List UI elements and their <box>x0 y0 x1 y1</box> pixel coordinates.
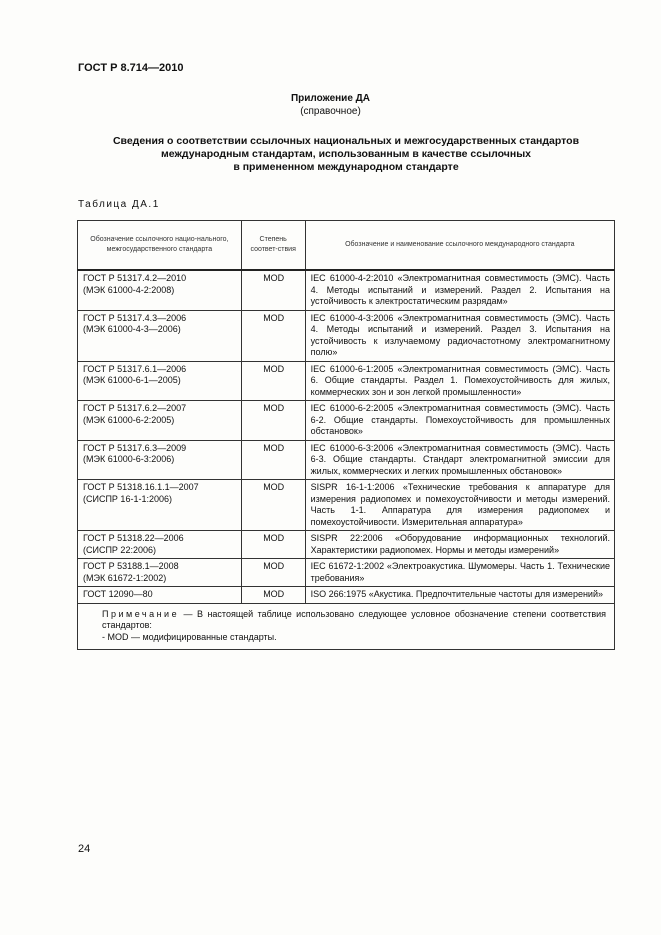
heading-line-2: международным стандартам, использованным в качестве ссылочных <box>160 148 531 160</box>
table-row <box>78 361 615 401</box>
heading-line-3: в примененном международном стандарте <box>233 161 459 173</box>
table-row <box>78 401 615 441</box>
degree-cell: MOD <box>241 559 305 587</box>
appendix-subtitle: (справочное) <box>300 106 361 117</box>
national-standard-cell <box>78 310 242 361</box>
international-standard-cell: SISPR 22:2006 «Оборудование информационных технологий. Характеристики радиопомех. Нормы и методы измерений» <box>305 531 614 559</box>
page-number: 24 <box>78 843 91 855</box>
national-standard-cell <box>78 361 242 401</box>
standard-code: ГОСТ 12090—80 <box>83 589 153 599</box>
note-prefix: Примечание <box>102 608 180 619</box>
section-heading <box>80 135 612 174</box>
international-standard-cell: IEC 61000-6-3:2006 «Электромагнитная совместимость (ЭМС). Часть 6-3. Общие стандарты. Стандарт электромагнитной эмиссии для жилых, коммерческих и легких промышленных обстановок» <box>305 440 614 480</box>
degree-cell: MOD <box>241 401 305 441</box>
national-standard-cell <box>78 401 242 441</box>
international-standard-cell: IEC 61000-6-2:2005 «Электромагнитная совместимость (ЭМС). Часть 6-2. Общие стандарты. Помехоустойчивость для промышленных обстановок» <box>305 401 614 441</box>
standard-code: ГОСТ Р 51317.4.3—2006 <box>83 312 187 323</box>
correspondence-table <box>77 220 615 650</box>
table-row <box>78 310 615 361</box>
degree-cell: MOD <box>241 361 305 401</box>
degree-cell: MOD <box>241 531 305 559</box>
standard-code: ГОСТ Р 53188.1—2008 <box>83 561 179 571</box>
table-row <box>78 440 615 480</box>
national-standard-cell <box>78 587 242 604</box>
international-standard-cell: IEC 61000-6-1:2005 «Электромагнитная совместимость (ЭМС). Часть 6. Общие стандарты. Раздел 1. Помехоустойчивость для жилых, коммерческих зон и зон легкой промышленности» <box>305 361 614 401</box>
standard-equivalent: (МЭК 61672-1:2002) <box>83 572 167 583</box>
standard-code: ГОСТ Р 51317.6.3—2009 <box>83 442 187 453</box>
international-standard-cell: IEC 61000-4-3:2006 «Электромагнитная совместимость (ЭМС). Часть 4. Методы испытаний и измерений. Раздел 3. Испытания на устойчивость к излучаемому радиочастотному электромагнитному полю» <box>305 310 614 361</box>
standard-equivalent: (МЭК 61000-4-3—2006) <box>83 324 181 334</box>
international-standard-cell: ISO 266:1975 «Акустика. Предпочтительные частоты для измерений» <box>305 587 614 604</box>
table-note <box>78 603 615 650</box>
appendix-block <box>0 92 661 118</box>
degree-cell: MOD <box>241 310 305 361</box>
standard-code: ГОСТ Р 51318.16.1.1—2007 <box>83 482 199 492</box>
header-national-standard: Обозначение ссылочного нацио-нального, межгосударственного стандарта <box>78 221 242 271</box>
table-header-row <box>78 221 615 271</box>
standard-equivalent: (МЭК 61000-6-1—2005) <box>83 375 181 385</box>
national-standard-cell <box>78 440 242 480</box>
standard-equivalent: (СИСПР 16-1-1:2006) <box>83 493 172 504</box>
table-row <box>78 559 615 587</box>
table-row <box>78 587 615 604</box>
appendix-title: Приложение ДА <box>290 93 371 104</box>
standard-equivalent: (МЭК 61000-4-2:2008) <box>83 284 175 295</box>
national-standard-cell <box>78 270 242 310</box>
header-international-standard: Обозначение и наименование ссылочного международного стандарта <box>305 221 614 271</box>
international-standard-cell: SISPR 16-1-1:2006 «Технические требования к аппаратуре для измерения радиопомех и помехоустойчивости и методы измерений. Часть 1-1. Аппаратура для измерения радиопомех и помехоустойчивости. Измерительная аппаратура» <box>305 480 614 531</box>
degree-cell: MOD <box>241 270 305 310</box>
table-row <box>78 270 615 310</box>
standard-code: ГОСТ Р 51317.6.2—2007 <box>83 403 187 413</box>
heading-line-1: Сведения о соответствии ссылочных национальных и межгосударственных стандартов <box>112 135 580 147</box>
table-note-row <box>78 603 615 650</box>
international-standard-cell: IEC 61672-1:2002 «Электроакустика. Шумомеры. Часть 1. Технические требования» <box>305 559 614 587</box>
national-standard-cell <box>78 559 242 587</box>
document-code: ГОСТ Р 8.714—2010 <box>78 62 184 74</box>
standard-code: ГОСТ Р 51318.22—2006 <box>83 533 184 543</box>
standard-equivalent: (СИСПР 22:2006) <box>83 544 156 555</box>
standard-code: ГОСТ Р 51317.4.2—2010 <box>83 273 187 283</box>
degree-cell: MOD <box>241 440 305 480</box>
standard-code: ГОСТ Р 51317.6.1—2006 <box>83 363 187 374</box>
note-item: - MOD — модифицированные стандарты. <box>102 631 277 642</box>
note-text: — В настоящей таблице использовано следующее условное обозначение степени соответствия стандартов: <box>102 608 606 630</box>
table-row <box>78 531 615 559</box>
standard-equivalent: (МЭК 61000-6-3:2006) <box>83 454 175 464</box>
table-label: Таблица ДА.1 <box>78 199 160 210</box>
standard-equivalent: (МЭК 61000-6-2:2005) <box>83 414 175 425</box>
header-degree: Степень соответ-ствия <box>241 221 305 271</box>
national-standard-cell <box>78 480 242 531</box>
national-standard-cell <box>78 531 242 559</box>
degree-cell: MOD <box>241 480 305 531</box>
international-standard-cell: IEC 61000-4-2:2010 «Электромагнитная совместимость (ЭМС). Часть 4. Методы испытаний и измерений. Раздел 2. Испытания на устойчивость к электростатическим разрядам» <box>305 270 614 310</box>
degree-cell: MOD <box>241 587 305 604</box>
table-body <box>78 270 615 603</box>
table-row <box>78 480 615 531</box>
